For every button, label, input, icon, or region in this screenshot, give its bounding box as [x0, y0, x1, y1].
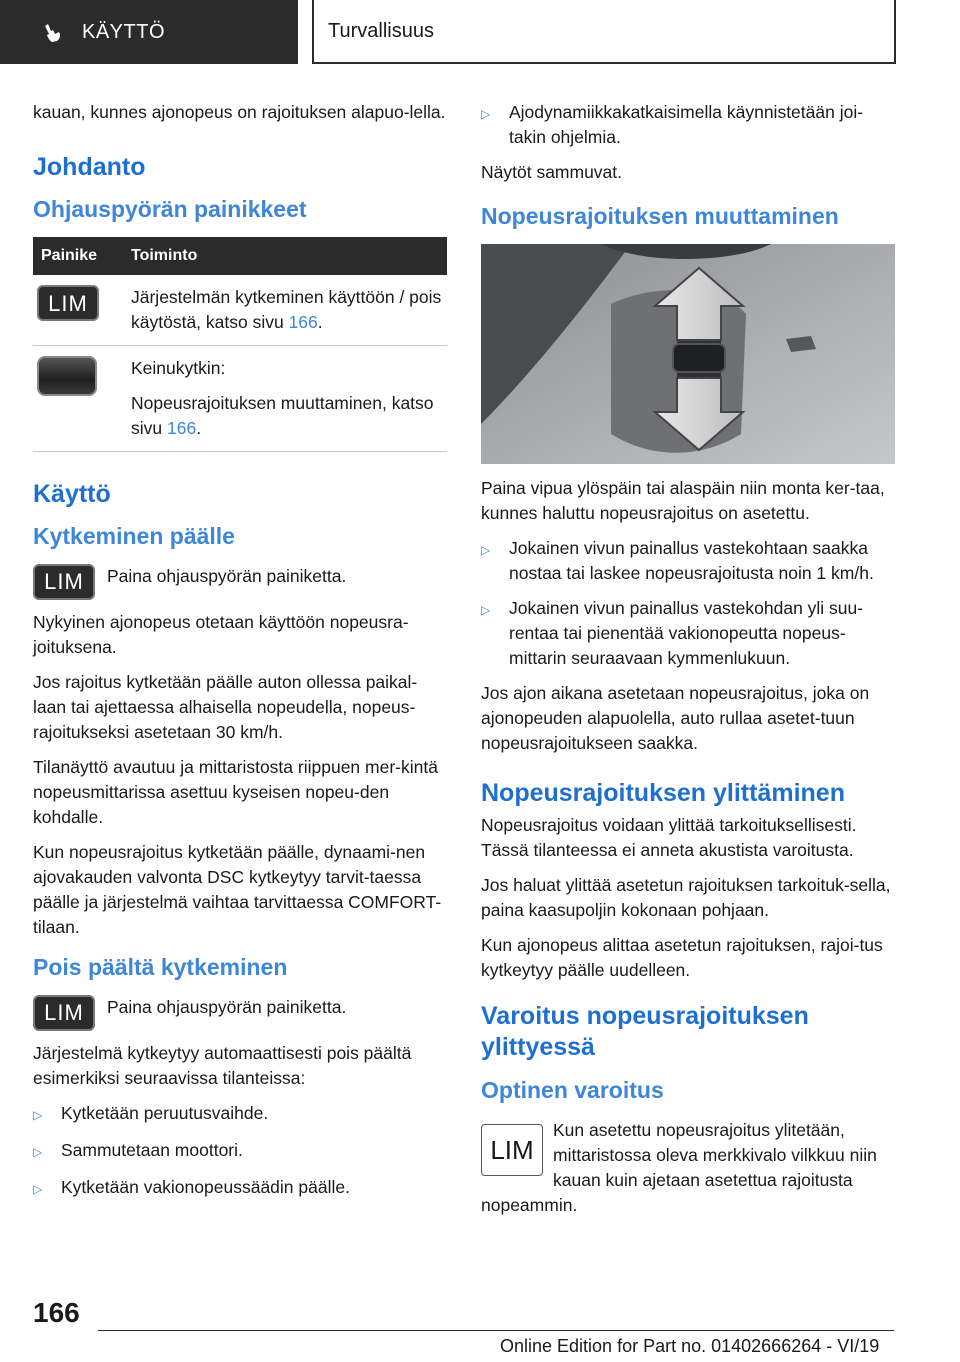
triangle-bullet-icon: ▷ [481, 603, 491, 617]
heading-exceed-limit: Nopeusrajoituksen ylittäminen [481, 779, 845, 807]
intro-paragraph: kauan, kunnes ajonopeus on rajoituksen alapuo-lella. [33, 102, 446, 122]
triangle-bullet-icon: ▷ [33, 1108, 43, 1122]
heading-johdanto: Johdanto [33, 153, 146, 181]
paragraph: Nykyinen ajonopeus otetaan käyttöön nopeusra-joituksena. [33, 612, 409, 657]
heading-change-limit: Nopeusrajoituksen muuttaminen [481, 203, 839, 229]
row2-text: Nopeusrajoituksen muuttaminen, katso sivu [131, 393, 434, 438]
switch-off-instruction [33, 995, 447, 1031]
switch-on-instruction [33, 564, 447, 600]
table-header-function: Toiminto [123, 237, 447, 275]
list-item: ▷ Ajodynamiikkakatkaisimella käynnistetään joi-takin ohjelmia. [481, 100, 895, 150]
heading-switch-off: Pois päältä kytkeminen [33, 954, 288, 980]
table-row: LIM Järjestelmän kytkeminen käyttöön / pois käytöstä, katso sivu 166. [33, 275, 447, 346]
row2-title: Keinukytkin: [131, 358, 226, 378]
heading-optical-warning: Optinen varoitus [481, 1077, 664, 1103]
hand-pointer-icon [42, 20, 66, 44]
footer-divider [98, 1330, 894, 1331]
paragraph: Kun nopeusrajoitus kytketään päälle, dynaami-nen ajovakauden valvonta DSC kytkeytyy tarvit-taessa päälle ja järjestelmä vaihtaa tarvittaessa COMFORT-tilaan. [33, 842, 442, 937]
paragraph: Järjestelmä kytkeytyy automaattisesti pois päältä esimerkiksi seuraavissa tilanteissa: [33, 1043, 412, 1088]
paragraph: Tilanäyttö avautuu ja mittaristosta riippuen mer-kintä nopeusmittarissa asettuu kyseisen nopeu-den kohdalle. [33, 757, 438, 827]
heading-kaytto: Käyttö [33, 480, 111, 508]
chapter-header [312, 0, 896, 64]
lim-button-icon: LIM [33, 564, 95, 600]
section-title: KÄYTTÖ [82, 20, 166, 43]
heading-buttons: Ohjauspyörän painikkeet [33, 196, 307, 222]
steering-wheel-rocker-image [481, 244, 895, 464]
switch-off-text: Paina ohjauspyörän painiketta. [107, 997, 347, 1017]
paragraph: Paina vipua ylöspäin tai alaspäin niin monta ker-taa, kunnes haluttu nopeusrajoitus on asetettu. [481, 478, 885, 523]
page-number: 166 [33, 1297, 80, 1328]
edition-text: Online Edition for Part no. 01402666264 - VI/19 [500, 1336, 880, 1356]
left-column [33, 100, 447, 1212]
lim-button-icon: LIM [33, 995, 95, 1031]
list-item: ▷ Jokainen vivun painallus vastekohtaan saakka nostaa tai laskee nopeusrajoitusta noin 1 km/h. [481, 536, 895, 586]
list-item: ▷ Kytketään peruutusvaihde. [33, 1101, 447, 1128]
list-item: ▷ Sammutetaan moottori. [33, 1138, 447, 1165]
lim-button-icon: LIM [37, 285, 99, 321]
triangle-bullet-icon: ▷ [33, 1145, 43, 1159]
paragraph: Jos haluat ylittää asetetun rajoituksen tarkoituk-sella, paina kaasupoljin kokonaan pohjaan. [481, 875, 891, 920]
paragraph: Nopeusrajoitus voidaan ylittää tarkoituksellisesti. Tässä tilanteessa ei anneta akustista varoitusta. [481, 815, 857, 860]
paragraph: Jos rajoitus kytketään päälle auton ollessa paikal-laan tai ajettaessa alhaisella nopeudella, nopeus-rajoitukseksi asetetaan 30 km/h. [33, 672, 418, 742]
paragraph: Kun ajonopeus alittaa asetetun rajoituksen, rajoi-tus kytkeytyy päälle uudelleen. [481, 935, 883, 980]
heading-switch-on: Kytkeminen päälle [33, 523, 235, 549]
rocker-switch-icon [37, 356, 97, 396]
right-column [481, 100, 895, 1228]
paragraph: Jos ajon aikana asetetaan nopeusrajoitus, joka on ajonopeuden alapuolella, auto rullaa asetet-tuun nopeusrajoitukseen saakka. [481, 683, 870, 753]
optical-warning-paragraph [481, 1118, 895, 1218]
page-link[interactable]: 166 [166, 418, 197, 438]
chapter-title: Turvallisuus [328, 19, 434, 42]
paragraph: Näytöt sammuvat. [481, 162, 623, 182]
list-item: ▷ Jokainen vivun painallus vastekohdan yli suu-rentaa tai pienentää vakionopeutta nopeus-mittarin seuraavaan kymmenlukuun. [481, 596, 895, 671]
triangle-bullet-icon: ▷ [481, 543, 491, 557]
switch-on-text: Paina ohjauspyörän painiketta. [107, 566, 347, 586]
row1-text: Järjestelmän kytkeminen käyttöön / pois käytöstä, katso sivu [131, 287, 442, 332]
optical-warning-text: Kun asetettu nopeusrajoitus ylitetään, mittaristossa oleva merkkivalo vilkkuu niin kauan kuin ajetaan asetettua rajoitusta nopeammin. [481, 1120, 877, 1215]
triangle-bullet-icon: ▷ [33, 1182, 43, 1196]
triangle-bullet-icon: ▷ [481, 107, 491, 121]
lim-indicator-icon: LIM [481, 1124, 543, 1176]
page-link[interactable]: 166 [288, 312, 318, 332]
table-row: Keinukytkin: Nopeusrajoituksen muuttaminen, katso sivu 166. [33, 346, 447, 452]
table-header-button: Painike [33, 237, 123, 275]
buttons-table [33, 237, 447, 452]
list-item: ▷ Kytketään vakionopeussäädin päälle. [33, 1175, 447, 1202]
section-tab [0, 0, 298, 64]
heading-warning: Varoitus nopeusrajoituksen ylittyessä [481, 1002, 809, 1061]
